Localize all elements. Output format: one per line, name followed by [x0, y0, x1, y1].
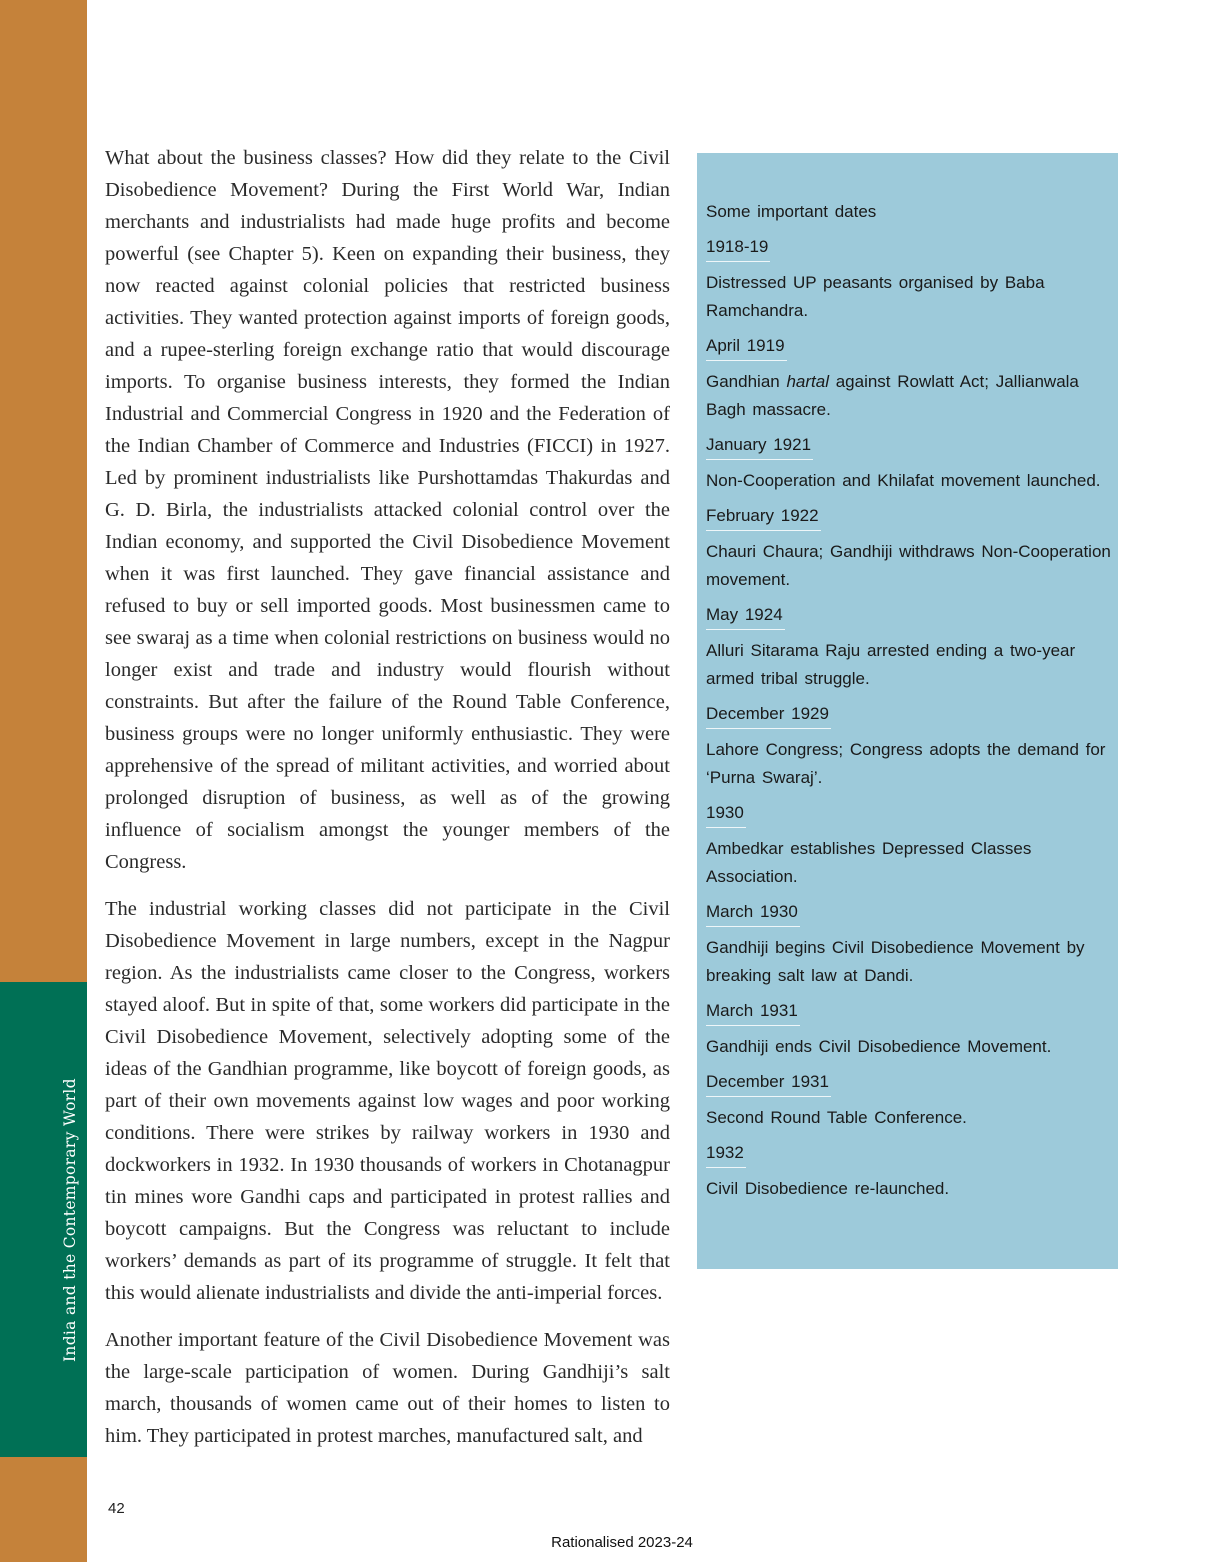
entry-description: Distressed UP peasants organised by Baba Ramchandra. — [706, 273, 1045, 320]
date-entry — [706, 898, 1111, 990]
page-number: 42 — [108, 1500, 125, 1517]
important-dates-box — [697, 153, 1118, 1269]
paragraph-women: Another important feature of the Civil Disobedience Movement was the large-scale participation of women. During Gandhiji’s salt march, thousands of women came out of their homes to listen to him. They participated in protest marches, manufactured salt, and — [105, 1329, 670, 1447]
entry-date: 1918-19 — [706, 233, 770, 262]
entry-description-italic: hartal — [786, 372, 829, 391]
date-entry — [706, 997, 1111, 1061]
entry-description: Non-Cooperation and Khilafat movement launched. — [706, 471, 1101, 490]
date-entry — [706, 233, 1111, 325]
entry-description-part: against Rowlatt Act; Jallianwala Bagh massacre. — [706, 372, 1079, 419]
book-title-vertical: India and the Contemporary World — [61, 1078, 79, 1362]
date-entry — [706, 1068, 1111, 1132]
entry-description: Lahore Congress; Congress adopts the demand for ‘Purna Swaraj’. — [706, 740, 1106, 787]
entry-description: Gandhiji begins Civil Disobedience Movement by breaking salt law at Dandi. — [706, 938, 1085, 985]
entry-date: December 1931 — [706, 1068, 831, 1097]
entry-description: Chauri Chaura; Gandhiji withdraws Non-Cooperation movement. — [706, 542, 1111, 589]
entry-date: March 1931 — [706, 997, 800, 1026]
side-band-top — [0, 0, 87, 982]
entry-date: April 1919 — [706, 332, 787, 361]
entry-description: Second Round Table Conference. — [706, 1108, 967, 1127]
entry-date: March 1930 — [706, 898, 800, 927]
date-entry — [706, 700, 1111, 792]
entry-description: Alluri Sitarama Raju arrested ending a two-year armed tribal struggle. — [706, 641, 1076, 688]
entry-description: Ambedkar establishes Depressed Classes Association. — [706, 839, 1032, 886]
paragraph-business-classes: What about the business classes? How did they relate to the Civil Disobedience Movement? During the First World War, Indian merchants and industrialists had made huge profits and become powerful (see Chapter 5). Keen on expanding their business, they now reacted against colonial policies that restricted business activities. They wanted protection against imports of foreign goods, and a rupee-sterling foreign exchange ratio that would discourage imports. To organise business interests, they formed the Indian Industrial and Commercial Congress in 1920 and the Federation of the Indian Chamber of Commerce and Industries (FICCI) in 1927. Led by prominent industrialists like Purshottamdas Thakurdas and G. D. Birla, the industrialists attacked colonial control over the Indian economy, and supported the Civil Disobedience Movement when it was first launched. They gave financial assistance and refused to buy or sell imported goods. Most businessmen came to see swaraj as a time when colonial restrictions on business would no longer exist and trade and industry would flourish without constraints. But after the failure of the Round Table Conference, business groups were no longer uniformly enthusiastic. They were apprehensive of the spread of militant activities, and worried about prolonged disruption of business, as well as of the growing influence of socialism amongst the younger members of the Congress. — [105, 147, 670, 873]
entry-description-part: Gandhian — [706, 372, 787, 391]
entry-date: December 1929 — [706, 700, 831, 729]
date-entry — [706, 332, 1111, 424]
footer-note: Rationalised 2023-24 — [551, 1534, 693, 1551]
date-entry — [706, 431, 1111, 495]
entry-date: May 1924 — [706, 601, 785, 630]
date-entry — [706, 601, 1111, 693]
entry-date: 1930 — [706, 799, 746, 828]
entry-date: January 1921 — [706, 431, 813, 460]
date-entry — [706, 502, 1111, 594]
main-text-column — [105, 142, 670, 1467]
entry-date: February 1922 — [706, 502, 821, 531]
date-entry — [706, 1139, 1111, 1203]
entry-description: Civil Disobedience re-launched. — [706, 1179, 950, 1198]
entry-date: 1932 — [706, 1139, 746, 1168]
entry-description — [706, 368, 1111, 424]
entry-description: Gandhiji ends Civil Disobedience Movement. — [706, 1037, 1052, 1056]
dates-box-heading: Some important dates — [706, 202, 877, 221]
date-entry — [706, 799, 1111, 891]
paragraph-working-classes: The industrial working classes did not participate in the Civil Disobedience Movement in large numbers, except in the Nagpur region. As the industrialists came closer to the Congress, workers stayed aloof. But in spite of that, some workers did participate in the Civil Disobedience Movement, selectively adopting some of the ideas of the Gandhian programme, like boycott of foreign goods, as part of their own movements against low wages and poor working conditions. There were strikes by railway workers in 1930 and dockworkers in 1932. In 1930 thousands of workers in Chotanagpur tin mines wore Gandhi caps and participated in protest rallies and boycott campaigns. But the Congress was reluctant to include workers’ demands as part of its programme of struggle. It felt that this would alienate industrialists and divide the anti-imperial forces. — [105, 898, 670, 1304]
